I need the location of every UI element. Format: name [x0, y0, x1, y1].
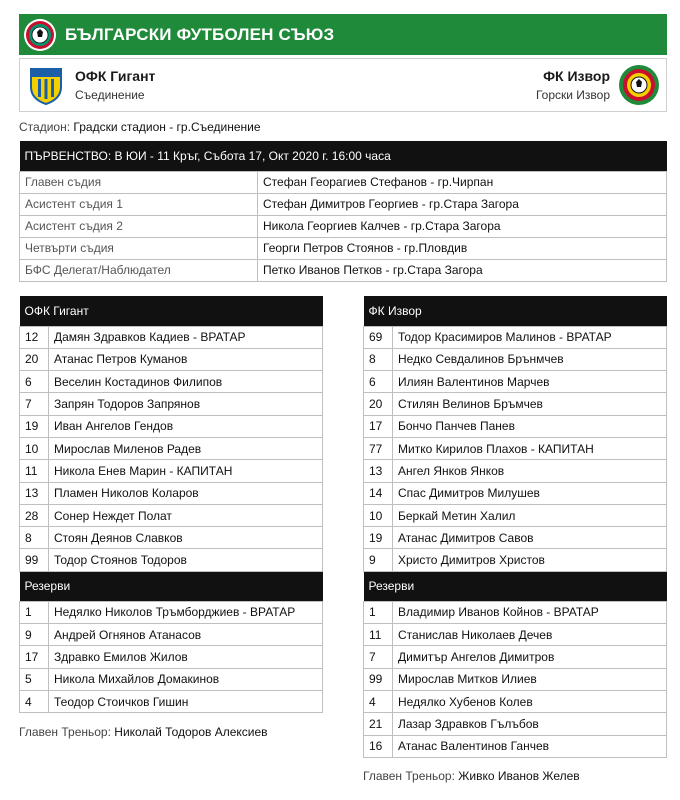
away-lineup-title: ФК Извор: [364, 296, 667, 326]
stadium-value: Градски стадион - гр.Съединение: [73, 120, 261, 134]
official-row: [20, 215, 667, 237]
player-name: Бончо Панчев Панев: [393, 415, 667, 437]
player-row: [364, 527, 667, 549]
player-name: Ангел Янков Янков: [393, 460, 667, 482]
official-row: [20, 193, 667, 215]
player-name: Стилян Велинов Бръмчев: [393, 393, 667, 415]
player-number: 7: [20, 393, 49, 415]
player-number: 1: [20, 601, 49, 623]
player-name: Христо Димитров Христов: [393, 549, 667, 571]
player-number: 69: [364, 326, 393, 348]
player-number: 5: [20, 668, 49, 690]
home-coach-name: Николай Тодоров Алексиев: [114, 725, 268, 739]
player-name: Станислав Николаев Дечев: [393, 624, 667, 646]
player-row: [20, 437, 323, 459]
player-number: 4: [20, 690, 49, 712]
match-heading: ПЪРВЕНСТВО: В ЮИ - 11 Кръг, Събота 17, Окт 2020 г. 16:00 часа: [20, 141, 667, 171]
player-row: [20, 504, 323, 526]
player-row: [364, 460, 667, 482]
federation-title: БЪЛГАРСКИ ФУТБОЛЕН СЪЮЗ: [65, 24, 335, 44]
player-number: 19: [20, 415, 49, 437]
player-name: Теодор Стоичков Гишин: [49, 690, 323, 712]
player-name: Никола Михайлов Домакинов: [49, 668, 323, 690]
player-name: Запрян Тодоров Запрянов: [49, 393, 323, 415]
official-role: Главен съдия: [20, 171, 258, 193]
player-number: 11: [20, 460, 49, 482]
player-name: Никола Енев Марин - КАПИТАН: [49, 460, 323, 482]
official-name: Петко Иванов Петков - гр.Стара Загора: [258, 259, 667, 281]
sub-row: [364, 624, 667, 646]
player-number: 9: [20, 624, 49, 646]
player-number: 6: [364, 371, 393, 393]
sub-row: [364, 668, 667, 690]
player-number: 19: [364, 527, 393, 549]
official-row: [20, 171, 667, 193]
player-number: 4: [364, 690, 393, 712]
player-name: Здравко Емилов Жилов: [49, 646, 323, 668]
player-number: 6: [20, 371, 49, 393]
player-row: [20, 549, 323, 571]
player-row: [364, 437, 667, 459]
player-number: 14: [364, 482, 393, 504]
stadium-label: Стадион:: [19, 120, 71, 134]
official-role: Асистент съдия 1: [20, 193, 258, 215]
player-number: 99: [20, 549, 49, 571]
official-role: БФС Делегат/Наблюдател: [20, 259, 258, 281]
player-name: Тодор Стоянов Тодоров: [49, 549, 323, 571]
player-name: Пламен Николов Коларов: [49, 482, 323, 504]
player-number: 12: [20, 326, 49, 348]
player-name: Мирослав Митков Илиев: [393, 668, 667, 690]
away-team-logo-icon: [618, 64, 660, 106]
player-row: [364, 415, 667, 437]
home-team-name[interactable]: ОФК Гигант: [75, 68, 156, 84]
player-name: Лазар Здравков Гълъбов: [393, 713, 667, 735]
player-row: [20, 460, 323, 482]
away-team-city: Горски Извор: [535, 88, 610, 102]
player-number: 9: [364, 549, 393, 571]
away-coach-name: Живко Иванов Желев: [458, 769, 580, 783]
player-number: 13: [20, 482, 49, 504]
player-name: Иван Ангелов Гендов: [49, 415, 323, 437]
player-number: 28: [20, 504, 49, 526]
player-number: 16: [364, 735, 393, 757]
sub-row: [364, 690, 667, 712]
player-number: 99: [364, 668, 393, 690]
player-row: [20, 371, 323, 393]
sub-row: [364, 713, 667, 735]
player-number: 17: [20, 646, 49, 668]
player-row: [20, 482, 323, 504]
sub-row: [364, 646, 667, 668]
stadium-line: [19, 120, 261, 134]
player-row: [364, 482, 667, 504]
player-number: 8: [20, 527, 49, 549]
player-name: Беркай Метин Халил: [393, 504, 667, 526]
player-row: [20, 393, 323, 415]
player-number: 11: [364, 624, 393, 646]
official-row: [20, 259, 667, 281]
official-name: Стефан Димитров Георгиев - гр.Стара Загора: [258, 193, 667, 215]
player-name: Спас Димитров Милушев: [393, 482, 667, 504]
sub-row: [20, 690, 323, 712]
player-name: Тодор Красимиров Малинов - ВРАТАР: [393, 326, 667, 348]
player-name: Дамян Здравков Кадиев - ВРАТАР: [49, 326, 323, 348]
player-number: 1: [364, 601, 393, 623]
player-row: [364, 504, 667, 526]
away-lineup-table: [363, 296, 667, 758]
player-row: [364, 371, 667, 393]
official-name: Стефан Георагиев Стефанов - гр.Чирпан: [258, 171, 667, 193]
away-coach-label: Главен Треньор:: [363, 769, 455, 783]
official-name: Георги Петров Стоянов - гр.Пловдив: [258, 237, 667, 259]
home-team-logo-icon: [29, 65, 63, 105]
player-name: Веселин Костадинов Филипов: [49, 371, 323, 393]
player-name: Андрей Огнянов Атанасов: [49, 624, 323, 646]
sub-row: [20, 624, 323, 646]
bfs-logo-icon: [23, 18, 57, 52]
player-number: 20: [364, 393, 393, 415]
player-name: Митко Кирилов Плахов - КАПИТАН: [393, 437, 667, 459]
official-role: Асистент съдия 2: [20, 215, 258, 237]
player-name: Атанас Димитров Савов: [393, 527, 667, 549]
away-coach: [363, 769, 580, 783]
player-number: 10: [20, 437, 49, 459]
player-number: 17: [364, 415, 393, 437]
player-row: [364, 549, 667, 571]
player-row: [20, 415, 323, 437]
sub-row: [20, 668, 323, 690]
sub-row: [364, 735, 667, 757]
sub-row: [20, 646, 323, 668]
player-number: 21: [364, 713, 393, 735]
teams-box: [19, 58, 667, 112]
player-row: [20, 527, 323, 549]
player-number: 10: [364, 504, 393, 526]
player-row: [364, 348, 667, 370]
player-name: Мирослав Миленов Радев: [49, 437, 323, 459]
federation-header: [19, 14, 667, 55]
player-number: 77: [364, 437, 393, 459]
official-name: Никола Георгиев Калчев - гр.Стара Загора: [258, 215, 667, 237]
player-name: Димитър Ангелов Димитров: [393, 646, 667, 668]
home-lineup-title: ОФК Гигант: [20, 296, 323, 326]
player-name: Атанас Валентинов Ганчев: [393, 735, 667, 757]
sub-row: [364, 601, 667, 623]
official-role: Четвърти съдия: [20, 237, 258, 259]
home-lineup-table: [19, 296, 323, 713]
home-team-city: Съединение: [75, 88, 145, 102]
player-name: Недялко Николов Тръмборджиев - ВРАТАР: [49, 601, 323, 623]
player-row: [20, 348, 323, 370]
player-number: 7: [364, 646, 393, 668]
player-row: [20, 326, 323, 348]
player-row: [364, 393, 667, 415]
player-number: 20: [20, 348, 49, 370]
player-row: [364, 326, 667, 348]
player-name: Сонер Неждет Полат: [49, 504, 323, 526]
sub-row: [20, 601, 323, 623]
player-name: Недялко Хубенов Колев: [393, 690, 667, 712]
player-name: Стоян Деянов Славков: [49, 527, 323, 549]
away-subs-title: Резерви: [364, 571, 667, 601]
player-name: Владимир Иванов Койнов - ВРАТАР: [393, 601, 667, 623]
player-name: Недко Севдалинов Брънмчев: [393, 348, 667, 370]
officials-table: [19, 141, 667, 282]
official-row: [20, 237, 667, 259]
away-team-name[interactable]: ФК Извор: [543, 68, 610, 84]
home-coach-label: Главен Треньор:: [19, 725, 111, 739]
player-number: 13: [364, 460, 393, 482]
home-subs-title: Резерви: [20, 571, 323, 601]
home-coach: [19, 725, 268, 739]
player-number: 8: [364, 348, 393, 370]
player-name: Атанас Петров Куманов: [49, 348, 323, 370]
player-name: Илиян Валентинов Марчев: [393, 371, 667, 393]
